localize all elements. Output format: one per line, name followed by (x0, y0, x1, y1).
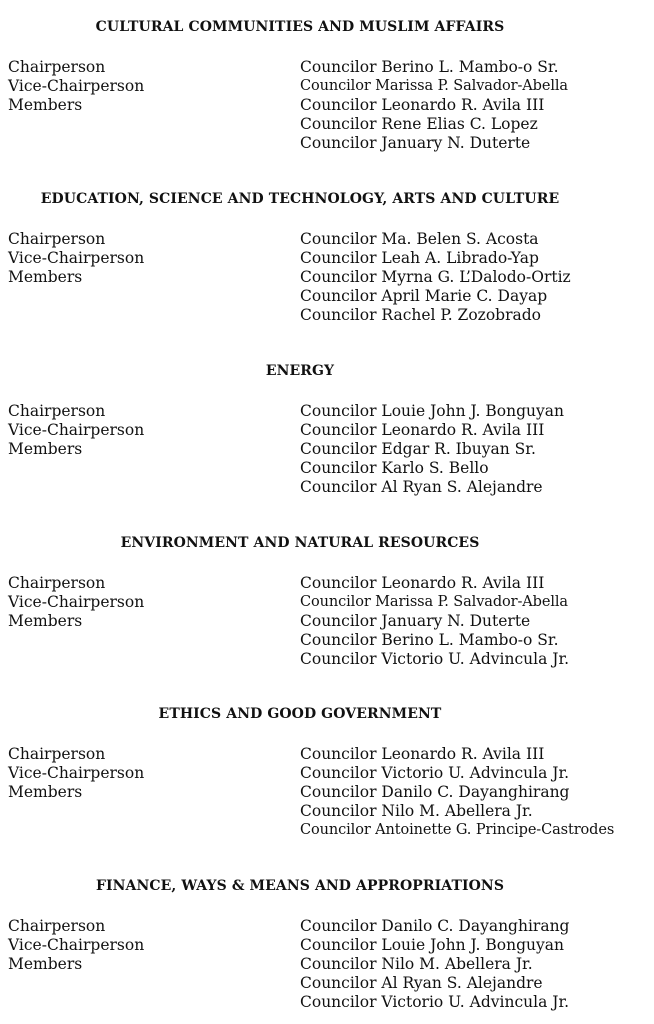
committee-title: ENVIRONMENT AND NATURAL RESOURCES (120, 535, 480, 551)
committee-title: FINANCE, WAYS & MEANS AND APPROPRIATIONS (95, 878, 505, 894)
committee-row (0, 115, 654, 134)
committee-row (0, 783, 654, 802)
member-name: Councilor Louie John J. Bonguyan (300, 402, 564, 420)
role-label: Members (8, 612, 83, 630)
member-name: Councilor Edgar R. Ibuyan Sr. (300, 440, 536, 458)
committee-row (0, 230, 654, 249)
committee-row (0, 96, 654, 115)
committee-row (0, 821, 654, 840)
role-label: Chairperson (8, 917, 106, 935)
committee-row (0, 306, 654, 325)
committee-row (0, 249, 654, 268)
committee-row (0, 402, 654, 421)
committee-row (0, 745, 654, 764)
role-label: Members (8, 268, 83, 286)
committee-row (0, 612, 654, 631)
committee-row (0, 440, 654, 459)
role-label: Vice-Chairperson (8, 936, 145, 954)
committee-row (0, 593, 654, 612)
member-name: Councilor Leonardo R. Avila III (300, 421, 545, 439)
member-name: Councilor January N. Duterte (300, 134, 531, 152)
committee-row (0, 917, 654, 936)
role-label: Chairperson (8, 402, 106, 420)
role-label: Vice-Chairperson (8, 764, 145, 782)
role-label: Chairperson (8, 745, 106, 763)
member-name: Councilor Al Ryan S. Alejandre (300, 478, 543, 496)
committee-row (0, 478, 654, 497)
member-name: Councilor Berino L. Mambo-o Sr. (300, 58, 559, 76)
committee-row (0, 936, 654, 955)
member-name: Councilor Nilo M. Abellera Jr. (300, 802, 533, 820)
committee-row (0, 287, 654, 306)
committee-row (0, 134, 654, 153)
member-name: Councilor April Marie C. Dayap (300, 287, 548, 305)
role-label: Chairperson (8, 58, 106, 76)
committee-row (0, 631, 654, 650)
role-label: Vice-Chairperson (8, 593, 145, 611)
role-label: Chairperson (8, 574, 106, 592)
role-label: Vice-Chairperson (8, 249, 145, 267)
committee-row (0, 77, 654, 96)
committee-title: CULTURAL COMMUNITIES AND MUSLIM AFFAIRS (95, 19, 505, 35)
member-name: Councilor Leonardo R. Avila III (300, 96, 545, 114)
role-label: Members (8, 96, 83, 114)
member-name: Councilor Danilo C. Dayanghirang (300, 783, 570, 801)
member-name: Councilor Karlo S. Bello (300, 459, 489, 477)
member-name: Councilor Berino L. Mambo-o Sr. (300, 631, 559, 649)
committee-row (0, 268, 654, 287)
committee-row (0, 421, 654, 440)
member-name: Councilor Victorio U. Advincula Jr. (300, 650, 570, 668)
member-name: Councilor Nilo M. Abellera Jr. (300, 955, 533, 973)
committee-row (0, 802, 654, 821)
member-name: Councilor Myrna G. L’Dalodo-Ortiz (300, 268, 571, 286)
member-name: Councilor Danilo C. Dayanghirang (300, 917, 570, 935)
member-name: Councilor January N. Duterte (300, 612, 531, 630)
committee-title: EDUCATION, SCIENCE AND TECHNOLOGY, ARTS AND CULTURE (40, 191, 560, 207)
role-label: Members (8, 783, 83, 801)
member-name: Councilor Leonardo R. Avila III (300, 745, 545, 763)
member-name: Councilor Leah A. Librado-Yap (300, 249, 539, 267)
member-name: Councilor Rene Elias C. Lopez (300, 115, 538, 133)
committee-row (0, 459, 654, 478)
committee-title: ENERGY (265, 363, 335, 379)
committee-row (0, 650, 654, 669)
member-name: Councilor Victorio U. Advincula Jr. (300, 764, 570, 782)
committee-title: ETHICS AND GOOD GOVERNMENT (158, 706, 442, 722)
committee-row (0, 764, 654, 783)
role-label: Members (8, 955, 83, 973)
member-name: Councilor Rachel P. Zozobrado (300, 306, 541, 324)
role-label: Members (8, 440, 83, 458)
committee-row (0, 58, 654, 77)
member-name: Councilor Leonardo R. Avila III (300, 574, 545, 592)
member-name: Councilor Marissa P. Salvador-Abella (300, 594, 568, 610)
member-name: Councilor Al Ryan S. Alejandre (300, 974, 543, 992)
member-name: Councilor Louie John J. Bonguyan (300, 936, 564, 954)
committee-row (0, 993, 654, 1012)
role-label: Vice-Chairperson (8, 77, 145, 95)
committee-row (0, 574, 654, 593)
committee-row (0, 974, 654, 993)
member-name: Councilor Victorio U. Advincula Jr. (300, 993, 570, 1011)
member-name: Councilor Antoinette G. Principe-Castrodes (300, 822, 615, 838)
member-name: Councilor Ma. Belen S. Acosta (300, 230, 539, 248)
member-name: Councilor Marissa P. Salvador-Abella (300, 78, 568, 94)
role-label: Chairperson (8, 230, 106, 248)
committee-row (0, 955, 654, 974)
role-label: Vice-Chairperson (8, 421, 145, 439)
